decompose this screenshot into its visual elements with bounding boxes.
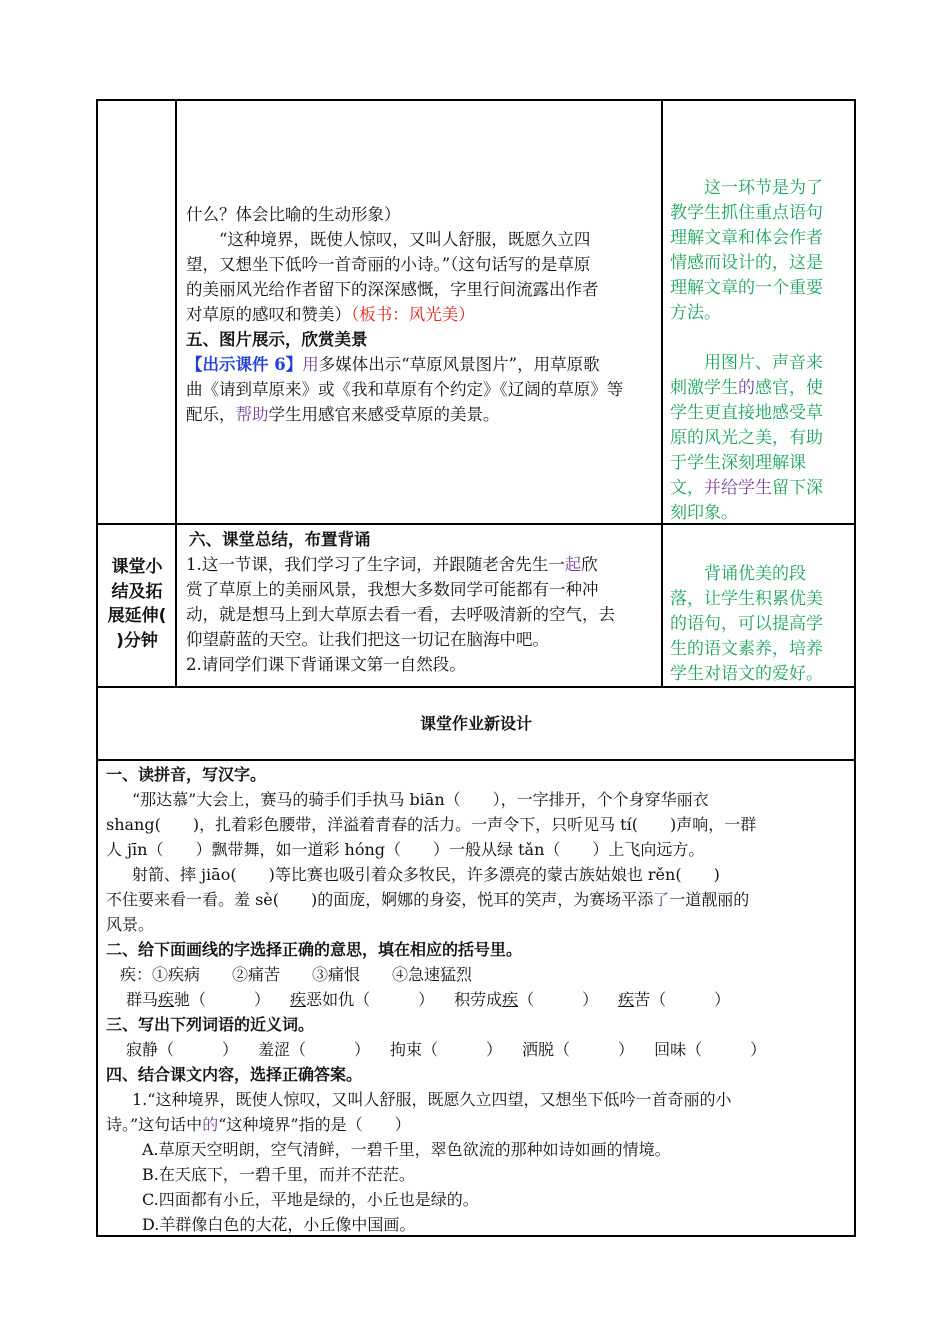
note-line: 文， (670, 478, 704, 498)
summary-row-label (99, 555, 175, 653)
summary-text: 赏了草原上的美丽风景，我想大多数同学可能都有一种冲 (186, 580, 599, 599)
note-line: 这一环节是为了 (704, 178, 823, 198)
note-line: 的 (738, 378, 755, 398)
question-2-item: 恶如仇（ ） (306, 990, 435, 1009)
summary-text: 1.这一节课，我们学习了生字词，并跟随老舍先生一 (186, 555, 565, 574)
question-2-item: 疾 (158, 990, 175, 1009)
summary-content (186, 527, 660, 677)
quote-line: 的美丽风光给作者留下的深深感慨，字里行间流露出作者 (186, 280, 599, 299)
label-line: )分钟 (116, 630, 158, 651)
note-line: 原的风光之美，有助 (670, 428, 823, 448)
option-d: D.羊群像白色的大花，小丘像中国画。 (142, 1215, 416, 1234)
summary-text: 2.请同学们课下背诵课文第一自然段。 (186, 655, 466, 674)
note-line: 情感而设计的，这是 (670, 253, 823, 273)
note-line: 的语句，可以提高学 (670, 614, 823, 634)
note-line: 并给学生 (704, 478, 772, 498)
question-1-text: 一道靓丽的 (669, 890, 750, 909)
summary-text: 动，就是想马上到大草原去看一看，去呼吸清新的空气，去 (186, 605, 615, 624)
question-2-item: 疾 (290, 990, 307, 1009)
question-3-item: 回味（ ） (654, 1040, 767, 1059)
note-line: 学生更直接地感受草 (670, 403, 823, 423)
question-line: 什么？体会比喻的生动形象） (186, 205, 401, 224)
question-1-title: 一、读拼音，写汉字。 (106, 765, 267, 784)
note-line: 落，让学生积累优美 (670, 589, 823, 609)
homework-title: 课堂作业新设计 (419, 714, 532, 733)
note-line: 背诵优美的段 (704, 564, 806, 584)
question-2-item: 群马 (126, 990, 159, 1009)
option-c: C.四面都有小丘，平地是绿的，小丘也是绿的。 (142, 1190, 479, 1209)
quote-line: “这种境界，既使人惊叹，又叫人舒服，既愿久立四 (219, 230, 591, 249)
question-4-text: 1.“这种境界，既使人惊叹，又叫人舒服，既愿久立四望，又想坐下低吟一首奇丽的小 (132, 1090, 732, 1109)
note-line: 刻印象。 (670, 503, 738, 523)
question-4-text: 诗。”这句话中 (106, 1115, 203, 1134)
section-5-title: 五、图片展示，欣赏美景 (186, 330, 368, 349)
label-line: 展延伸( (107, 606, 167, 626)
section-5-text: 用 (302, 355, 319, 374)
table-border-left (96, 99, 98, 1236)
question-2-item: 驰（ ） (174, 990, 271, 1009)
question-2-options: 疾：①疾病 ②痛苦 ③痛恨 ④急速猛烈 (120, 965, 473, 984)
table-border-right (854, 99, 856, 1236)
row-divider-3 (96, 759, 856, 761)
summary-text: 仰望蔚蓝的天空。让我们把这一切记在脑海中吧。 (186, 630, 549, 649)
question-1-text: 射箭、摔 jiāo( )等比赛也吸引着众多牧民，许多漂亮的蒙古族姑娘也 rěn( ) (132, 865, 720, 884)
note-line: 用图片、声音来 (704, 353, 823, 373)
question-2-item: 疾 (502, 990, 519, 1009)
question-3-item: 羞涩（ ） (258, 1040, 371, 1059)
question-3-item: 洒脱（ ） (522, 1040, 635, 1059)
question-1-text: 人 jīn（ ）飘带舞，如一道彩 hóng（ ）一般从绿 tǎn（ ）上飞向远方。 (106, 840, 705, 859)
note-line: 学生对语文的爱好。 (670, 664, 823, 684)
label-line: 课堂小 (111, 557, 163, 577)
section-5-text: 曲《请到草原来》或《我和草原有个约定》《辽阔的草原》等 (186, 380, 624, 399)
courseware-tag: 【出示课件 6】 (186, 355, 303, 374)
table-border-top (96, 99, 856, 101)
question-4-text: “这种境界”指的是（ ） (218, 1115, 411, 1134)
note-line: 生的语文素养，培养 (670, 639, 823, 659)
question-3-title: 三、写出下列词语的近义词。 (106, 1015, 315, 1034)
option-b: B.在天底下，一碧千里，而并不茫茫。 (142, 1165, 415, 1184)
question-3-item: 寂静（ ） (126, 1040, 239, 1059)
note-line: 于学生深刻理解课 (670, 453, 806, 473)
question-2-item: （ ） (518, 990, 599, 1009)
design-note-1 (670, 176, 852, 326)
note-line: 教学生抓住重点语句 (670, 203, 823, 223)
question-2-item: 积劳成 (454, 990, 503, 1009)
section-5-text: 多媒体出示“草原风景图片”，用草原歌 (318, 355, 600, 374)
col-divider-1 (175, 99, 177, 687)
question-1-text: “那达慕”大会上，赛马的骑手们手执马 biān（ ），一字排开，个个身穿华丽衣 (132, 790, 709, 809)
summary-text: 欣 (581, 555, 598, 574)
design-note-2 (670, 351, 852, 526)
option-a: A.草原天空明朗，空气清鲜，一碧千里，翠色欲流的那种如诗如画的情境。 (142, 1140, 671, 1159)
question-1-text: 了 (653, 890, 670, 909)
homework-content (106, 762, 852, 1237)
note-line: 理解文章的一个重要 (670, 278, 823, 298)
label-line: 结及拓 (111, 581, 163, 602)
note-line: 刺激学生 (670, 378, 738, 398)
col-divider-2 (661, 99, 663, 687)
question-1-text: 不住要来看一看。羞 sè( )的面庞，婀娜的身姿，悦耳的笑声，为赛场平添 (106, 890, 654, 909)
question-4-title: 四、结合课文内容，选择正确答案。 (106, 1065, 363, 1084)
section-5-text: 学生用感官来感受草原的美景。 (268, 405, 500, 424)
question-2-item: 苦（ ） (634, 990, 731, 1009)
note-line: 方法。 (670, 303, 721, 323)
note-line: 留下深 (772, 478, 823, 498)
question-4-text: 的 (202, 1115, 219, 1134)
summary-text: 起 (564, 555, 582, 574)
question-2-item: 疾 (618, 990, 635, 1009)
section-5-text: 帮助 (235, 405, 269, 424)
note-line: 理解文章和体会作者 (670, 228, 823, 248)
question-1-text: 风景。 (106, 915, 155, 934)
quote-line: 对草原的感叹和赞美） (186, 305, 351, 324)
section-5-text: 配乐， (186, 405, 236, 424)
top-row-content (186, 202, 660, 427)
question-2-title: 二、给下面画线的字选择正确的意思，填在相应的括号里。 (106, 940, 523, 959)
note-line: 感官，使 (755, 378, 823, 398)
section-6-title: 六、课堂总结，布置背诵 (189, 530, 371, 549)
question-1-text: shang( )，扎着彩色腰带，洋溢着青春的活力。一声令下，只听见马 tí( )声响，一群 (106, 815, 757, 834)
board-note: （板书：风光美） (351, 305, 475, 324)
design-note-3 (670, 562, 852, 687)
quote-line: 望，又想坐下低吟一首奇丽的小诗。”（这句话写的是草原 (186, 255, 591, 274)
question-3-item: 拘束（ ） (390, 1040, 503, 1059)
